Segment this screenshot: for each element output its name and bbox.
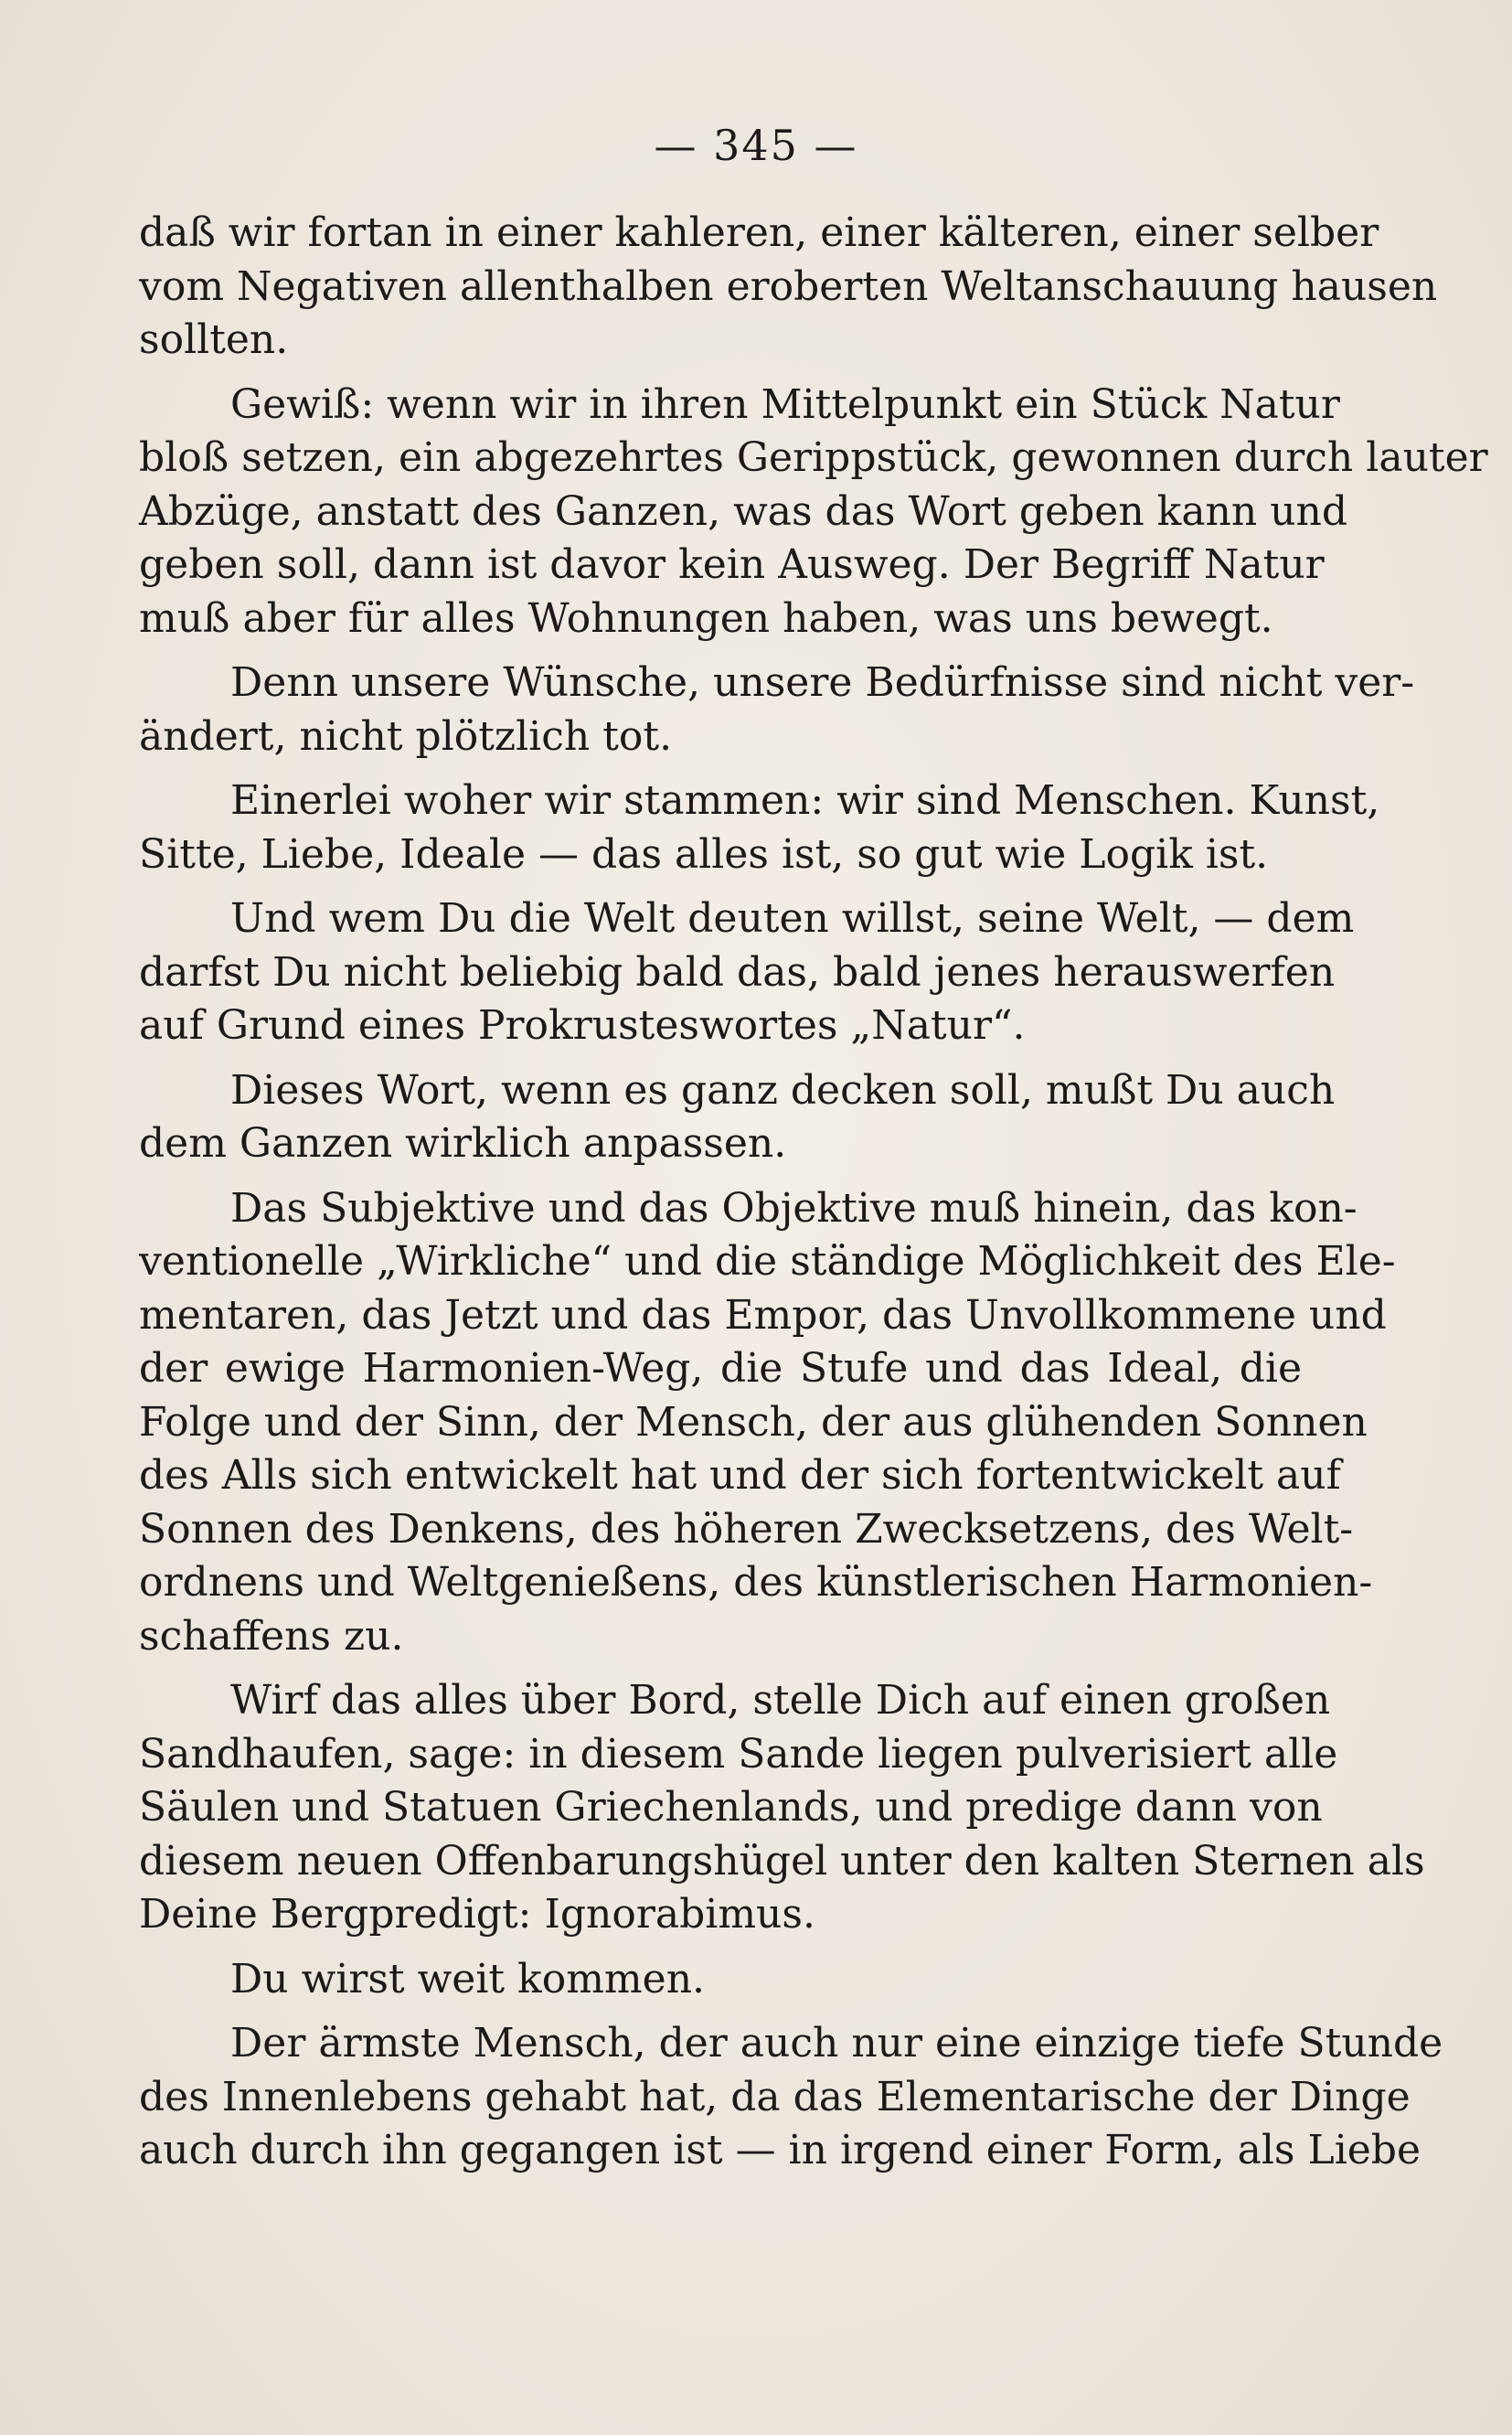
text-line: Denn unsere Wünsche, unsere Bedürfnisse sind nicht ver- [230,659,1415,706]
text-line: dem Ganzen wirklich anpassen. [139,1120,787,1167]
text-line: Deine Bergpredigt: Ignorabimus. [139,1891,815,1938]
text-line: auch durch ihn gegangen ist — in irgend einer Form, als Liebe [139,2127,1421,2173]
text-line: geben soll, dann ist davor kein Ausweg. Der Begriff Natur [139,541,1325,588]
text-line: Gewiß: wenn wir in ihren Mittelpunkt ein Stück Natur [230,380,1340,428]
paragraph [139,2017,1443,2178]
paragraph [139,892,1355,1053]
text-line: Einerlei woher wir stammen: wir sind Menschen. Kunst, [230,777,1380,824]
text-line: Sandhaufen, sage: in diesem Sande liegen pulverisiert alle [139,1730,1338,1778]
text-line: Abzüge, anstatt des Ganzen, was das Wort geben kann und [139,487,1348,535]
page-number: — 345 — [654,121,858,170]
text-line: diesem neuen Offenbarungshügel unter den kalten Sternen als [139,1837,1425,1885]
paragraph-gap [139,1171,1302,1182]
text-line: Und wem Du die Welt deuten willst, seine Welt, — dem [230,895,1355,942]
text-line: Der ärmste Mensch, der auch nur eine einzige tiefe Stunde [230,2020,1443,2067]
paragraph-gap [139,646,1302,657]
text-line: Sonnen des Denkens, des höheren Zwecksetzens, des Welt- [139,1505,1354,1553]
text-line: schaffens zu. [139,1612,404,1660]
paragraph-gap [139,881,1302,892]
paragraph-gap [139,764,1302,774]
paragraph-gap [139,1942,1302,1953]
text-line: Wirf das alles über Bord, stelle Dich auf einen großen [230,1677,1331,1724]
text-line: bloß setzen, ein abgezehrtes Gerippstück, gewonnen durch lauter [139,434,1488,481]
text-line: des Innenlebens gehabt hat, da das Elementarische der Dinge [139,2073,1411,2120]
text-line: darfst Du nicht beliebig bald das, bald jenes herauswerfen [139,948,1336,996]
text-line: vom Negativen allenthalben eroberten Weltanschauung hausen [139,262,1438,310]
text-line: Sitte, Liebe, Ideale — das alles ist, so gut wie Logik ist. [139,830,1269,878]
paragraph [139,657,1415,764]
paragraph [139,1064,1336,1171]
text-line: Dieses Wort, wenn es ganz decken soll, mußt Du auch [230,1066,1336,1114]
text-line: sollten. [139,316,289,363]
text-line: des Alls sich entwickelt hat und der sich fortentwickelt auf [139,1452,1341,1499]
text-line: Säulen und Statuen Griechenlands, und predige dann von [139,1784,1323,1831]
paragraph [139,1953,1302,2007]
text-line: daß wir fortan in einer kahleren, einer kälteren, einer selber [139,209,1379,256]
paragraph [139,1674,1425,1942]
paragraph [139,1182,1396,1664]
paragraph-gap [139,1663,1302,1674]
text-line: Du wirst weit kommen. [230,1955,706,2002]
text-line: mentaren, das Jetzt und das Empor, das Unvollkommene und [139,1291,1387,1339]
text-line: ventionelle „Wirkliche“ und die ständige Möglichkeit des Ele- [139,1238,1396,1285]
text-line: der ewige Harmonien-Weg, die Stufe und das Ideal, die [139,1345,1302,1392]
body-text [139,207,1488,2178]
text-line: ordnens und Weltgenießens, des künstlerischen Harmonien- [139,1559,1373,1606]
text-line: ändert, nicht plötzlich tot. [139,712,673,760]
paragraph-gap [139,368,1302,379]
text-line: auf Grund eines Prokrusteswortes „Natur“. [139,1002,1026,1049]
paragraph [139,774,1380,881]
paragraph-gap [139,2006,1302,2017]
paragraph-gap [139,1053,1302,1064]
text-line: Das Subjektive und das Objektive muß hinein, das kon- [230,1184,1358,1232]
paragraph [139,379,1488,646]
text-line: muß aber für alles Wohnungen haben, was uns bewegt. [139,594,1273,642]
paragraph [139,207,1438,368]
text-line: Folge und der Sinn, der Mensch, der aus glühenden Sonnen [139,1398,1368,1446]
